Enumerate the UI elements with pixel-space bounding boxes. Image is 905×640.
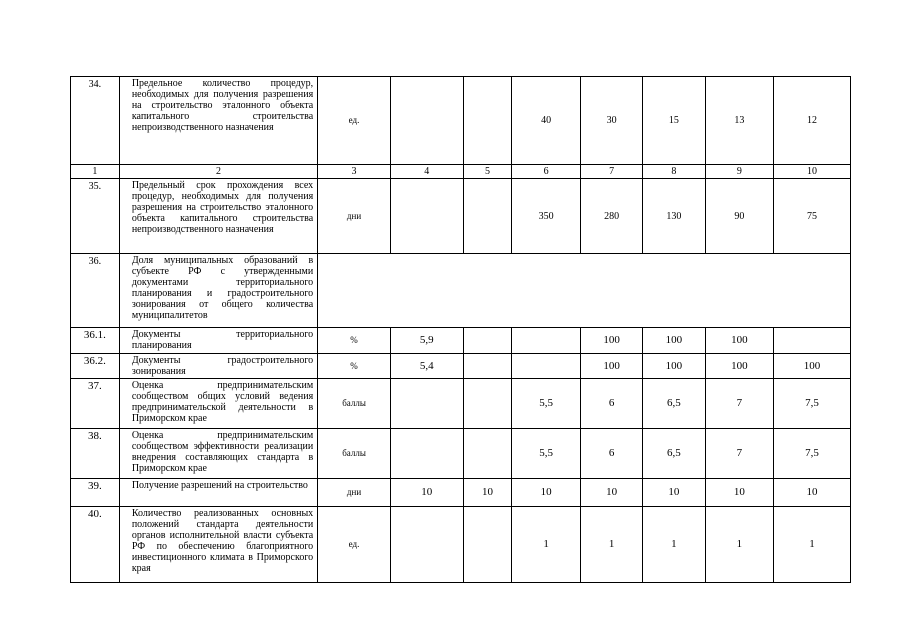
column-number: 7: [580, 165, 642, 179]
value-cell: [463, 328, 512, 354]
unit-cell: баллы: [318, 429, 391, 479]
row-number: 38.: [71, 429, 120, 479]
merged-empty-cell: [318, 254, 851, 328]
table-row: [71, 77, 851, 165]
value-cell: 100: [643, 354, 705, 379]
indicators-table: [70, 76, 851, 583]
value-cell: 100: [643, 328, 705, 354]
value-cell: 100: [705, 328, 774, 354]
value-cell: 30: [580, 77, 642, 165]
value-cell: 10: [643, 479, 705, 507]
value-cell: 10: [705, 479, 774, 507]
value-cell: 10: [774, 479, 851, 507]
column-number-row: [71, 165, 851, 179]
value-cell: 100: [774, 354, 851, 379]
table-row: [71, 354, 851, 379]
indicator-name: Количество реализованных основных положений стандарта деятельности органов исполнительной власти субъекта РФ по обеспечению благоприятного инвестиционного климата в Приморского края: [119, 507, 317, 583]
unit-cell: %: [318, 354, 391, 379]
table-row: [71, 254, 851, 328]
value-cell: [463, 354, 512, 379]
value-cell: [390, 77, 463, 165]
table-row: [71, 379, 851, 429]
indicator-name: Получение разрешений на строительство: [119, 479, 317, 507]
value-cell: [512, 328, 581, 354]
value-cell: 7: [705, 379, 774, 429]
table-row: [71, 429, 851, 479]
value-cell: 40: [512, 77, 581, 165]
value-cell: [390, 379, 463, 429]
unit-cell: дни: [318, 479, 391, 507]
value-cell: 7,5: [774, 429, 851, 479]
table-row: [71, 507, 851, 583]
value-cell: [463, 179, 512, 254]
value-cell: [463, 379, 512, 429]
row-number: 34.: [71, 77, 120, 165]
column-number: 5: [463, 165, 512, 179]
value-cell: 10: [580, 479, 642, 507]
indicator-name: Документы градостроительного зонирования: [119, 354, 317, 379]
value-cell: 6: [580, 379, 642, 429]
value-cell: 10: [463, 479, 512, 507]
row-number: 36.1.: [71, 328, 120, 354]
indicator-name: Предельное количество процедур, необходимых для получения разрешения на строительство эталонного объекта капитального строительства непроизводственного назначения: [119, 77, 317, 165]
value-cell: 6: [580, 429, 642, 479]
value-cell: [390, 429, 463, 479]
value-cell: 5,5: [512, 429, 581, 479]
value-cell: [463, 77, 512, 165]
value-cell: 1: [774, 507, 851, 583]
indicator-name: Оценка предпринимательским сообществом общих условий ведения предпринимательской деятельности в Приморском крае: [119, 379, 317, 429]
value-cell: 1: [705, 507, 774, 583]
value-cell: 100: [580, 354, 642, 379]
value-cell: [774, 328, 851, 354]
indicator-name: Оценка предпринимательским сообществом эффективности реализации внедрения составляющих стандарта в Приморском крае: [119, 429, 317, 479]
value-cell: 6,5: [643, 429, 705, 479]
table-row: [71, 179, 851, 254]
value-cell: [390, 507, 463, 583]
indicator-name: Предельный срок прохождения всех процедур, необходимых для получения разрешения на строительство эталонного объекта капитального строительства непроизводственного назначения: [119, 179, 317, 254]
value-cell: 100: [705, 354, 774, 379]
value-cell: 6,5: [643, 379, 705, 429]
value-cell: 1: [512, 507, 581, 583]
column-number: 6: [512, 165, 581, 179]
column-number: 9: [705, 165, 774, 179]
value-cell: 280: [580, 179, 642, 254]
unit-cell: %: [318, 328, 391, 354]
row-number: 40.: [71, 507, 120, 583]
column-number: 3: [318, 165, 391, 179]
column-number: 2: [119, 165, 317, 179]
value-cell: 5,9: [390, 328, 463, 354]
column-number: 8: [643, 165, 705, 179]
value-cell: 1: [643, 507, 705, 583]
row-number: 39.: [71, 479, 120, 507]
table-row: [71, 479, 851, 507]
document-page: [70, 76, 851, 583]
indicator-name: Доля муниципальных образований в субъекте РФ с утвержденными документами территориального планирования и градостроительного зонирования от общего количества муниципалитетов: [119, 254, 317, 328]
unit-cell: баллы: [318, 379, 391, 429]
value-cell: 15: [643, 77, 705, 165]
value-cell: 7,5: [774, 379, 851, 429]
row-number: 35.: [71, 179, 120, 254]
value-cell: [512, 354, 581, 379]
row-number: 36.2.: [71, 354, 120, 379]
column-number: 1: [71, 165, 120, 179]
row-number: 37.: [71, 379, 120, 429]
value-cell: [463, 429, 512, 479]
value-cell: 13: [705, 77, 774, 165]
value-cell: 350: [512, 179, 581, 254]
indicator-name: Документы территориального планирования: [119, 328, 317, 354]
value-cell: 90: [705, 179, 774, 254]
value-cell: 75: [774, 179, 851, 254]
value-cell: 10: [512, 479, 581, 507]
value-cell: [390, 179, 463, 254]
unit-cell: дни: [318, 179, 391, 254]
column-number: 10: [774, 165, 851, 179]
column-number: 4: [390, 165, 463, 179]
value-cell: 1: [580, 507, 642, 583]
row-number: 36.: [71, 254, 120, 328]
value-cell: 12: [774, 77, 851, 165]
value-cell: 5,4: [390, 354, 463, 379]
unit-cell: ед.: [318, 507, 391, 583]
table-row: [71, 328, 851, 354]
unit-cell: ед.: [318, 77, 391, 165]
value-cell: 10: [390, 479, 463, 507]
value-cell: [463, 507, 512, 583]
value-cell: 7: [705, 429, 774, 479]
value-cell: 130: [643, 179, 705, 254]
value-cell: 5,5: [512, 379, 581, 429]
value-cell: 100: [580, 328, 642, 354]
